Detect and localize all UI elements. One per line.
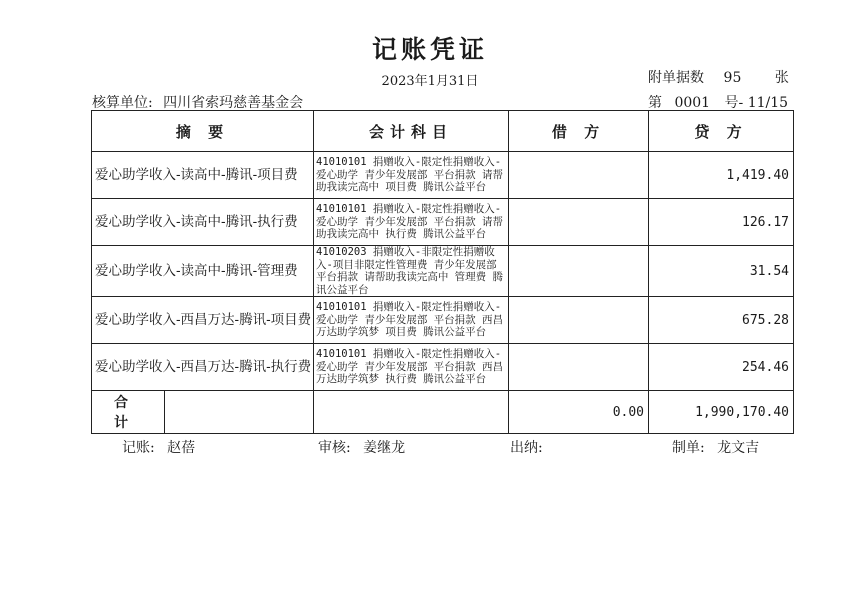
maker-name: 龙文吉 <box>717 440 760 456</box>
column-header-debit: 借 方 <box>509 111 649 152</box>
table-header-row <box>92 111 794 152</box>
voucher-suffix: 号- 11/15 <box>724 95 789 111</box>
column-header-summary: 摘 要 <box>92 111 314 152</box>
voucher-date: 2023年1月31日 <box>381 74 479 89</box>
voucher-table <box>91 110 794 434</box>
row-debit <box>509 297 649 344</box>
row-credit: 31.54 <box>649 246 794 297</box>
reviewer-label: 审核: <box>318 440 351 456</box>
total-row <box>92 391 794 434</box>
cashier-label: 出纳: <box>510 440 543 456</box>
row-summary: 爱心助学收入-读高中-腾讯-管理费 <box>92 246 314 297</box>
row-credit: 126.17 <box>649 199 794 246</box>
voucher-number: 0001 <box>674 95 711 111</box>
row-summary: 爱心助学收入-西昌万达-腾讯-项目费 <box>92 297 314 344</box>
column-header-credit: 贷 方 <box>649 111 794 152</box>
accounting-unit <box>92 92 303 112</box>
attachments-count: 95 <box>723 70 742 86</box>
row-debit <box>509 199 649 246</box>
total-label-cell <box>92 391 314 434</box>
row-debit <box>509 246 649 297</box>
table-row <box>92 246 794 297</box>
maker-field <box>672 437 759 457</box>
row-account: 41010101 捐赠收入-限定性捐赠收入-爱心助学 青少年发展部 平台捐款 西昌万达助学筑梦 项目费 腾讯公益平台 <box>314 297 509 344</box>
bookkeeper-field <box>122 437 195 457</box>
table-row <box>92 199 794 246</box>
total-blank <box>165 391 313 433</box>
row-debit <box>509 152 649 199</box>
cashier-field <box>510 437 551 457</box>
row-credit: 1,419.40 <box>649 152 794 199</box>
attachments-info <box>648 67 789 87</box>
bookkeeper-label: 记账: <box>122 440 155 456</box>
attachments-unit: 张 <box>774 70 789 86</box>
total-credit: 1,990,170.40 <box>649 391 794 434</box>
row-account: 41010203 捐赠收入-非限定性捐赠收入-项目非限定性管理费 青少年发展部 平台捐款 请帮助我读完高中 管理费 腾讯公益平台 <box>314 246 509 297</box>
maker-label: 制单: <box>672 440 705 456</box>
table-row <box>92 152 794 199</box>
row-summary: 爱心助学收入-读高中-腾讯-项目费 <box>92 152 314 199</box>
row-account: 41010101 捐赠收入-限定性捐赠收入-爱心助学 青少年发展部 平台捐款 请帮助我读完高中 项目费 腾讯公益平台 <box>314 152 509 199</box>
total-account-blank <box>314 391 509 434</box>
row-summary: 爱心助学收入-西昌万达-腾讯-执行费 <box>92 344 314 391</box>
table-row <box>92 344 794 391</box>
row-credit: 675.28 <box>649 297 794 344</box>
reviewer-name: 姜继龙 <box>363 440 406 456</box>
unit-label: 核算单位: <box>92 95 153 111</box>
voucher-title: 记账凭证 <box>371 35 488 64</box>
table-row <box>92 297 794 344</box>
row-credit: 254.46 <box>649 344 794 391</box>
unit-name: 四川省索玛慈善基金会 <box>163 95 304 111</box>
row-debit <box>509 344 649 391</box>
reviewer-field <box>318 437 405 457</box>
total-label: 合 计 <box>92 391 165 433</box>
total-debit: 0.00 <box>509 391 649 434</box>
voucher-number-info <box>648 92 788 112</box>
column-header-account: 会计科目 <box>314 111 509 152</box>
bookkeeper-name: 赵蓓 <box>167 440 196 456</box>
attachments-label: 附单据数 <box>648 70 704 86</box>
row-account: 41010101 捐赠收入-限定性捐赠收入-爱心助学 青少年发展部 平台捐款 西昌万达助学筑梦 执行费 腾讯公益平台 <box>314 344 509 391</box>
voucher-prefix: 第 <box>648 95 662 111</box>
row-summary: 爱心助学收入-读高中-腾讯-执行费 <box>92 199 314 246</box>
row-account: 41010101 捐赠收入-限定性捐赠收入-爱心助学 青少年发展部 平台捐款 请帮助我读完高中 执行费 腾讯公益平台 <box>314 199 509 246</box>
